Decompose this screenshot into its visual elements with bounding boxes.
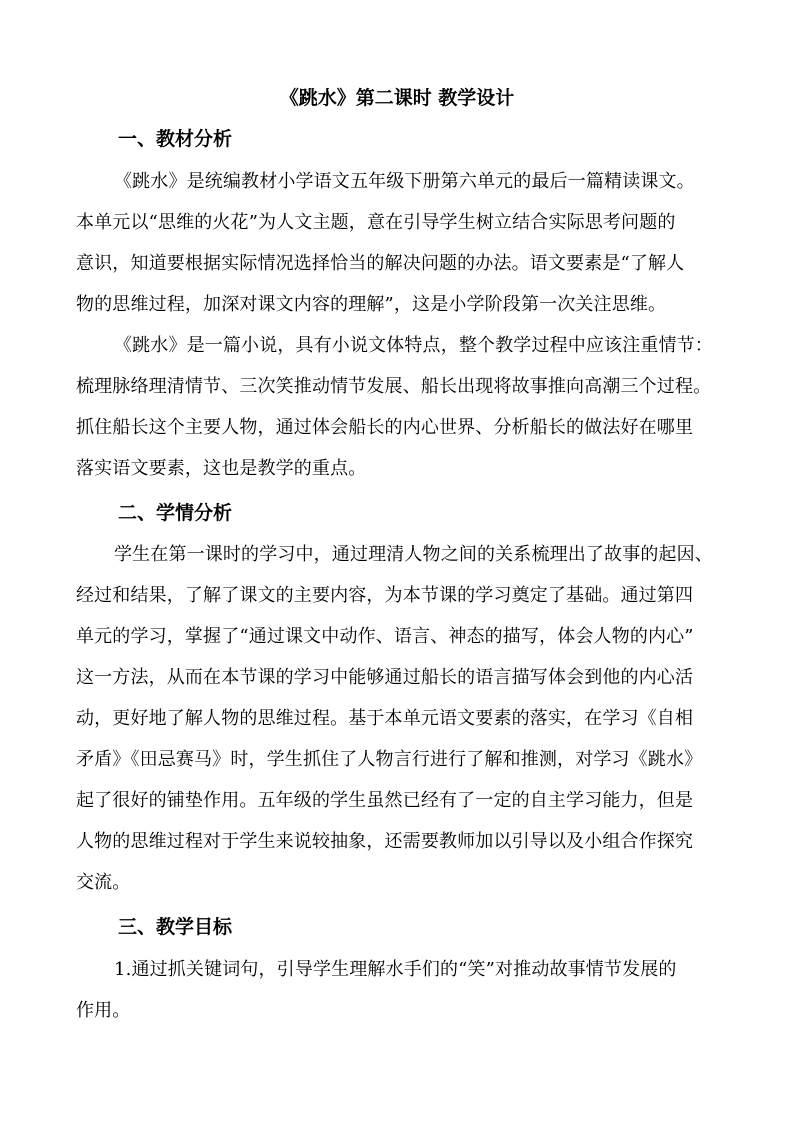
paragraph-line: 经过和结果，了解了课文的主要内容，为本节课的学习奠定了基础。通过第四 <box>76 585 694 606</box>
paragraph-line: 意识，知道要根据实际情况选择恰当的解决问题的办法。语文要素是“了解人 <box>76 253 685 274</box>
paragraph-line: 1.通过抓关键词句，引导学生理解水手们的“笑”对推动故事情节发展的 <box>114 959 677 980</box>
section-heading-student-analysis: 二、学情分析 <box>118 502 233 524</box>
paragraph-line: 《跳水》是统编教材小学语文五年级下册第六单元的最后一篇精读课文。 <box>114 171 695 192</box>
paragraph-line: 抓住船长这个主要人物，通过体会船长的内心世界、分析船长的做法好在哪里 <box>76 417 694 438</box>
paragraph-line: 这一方法，从而在本节课的学习中能够通过船长的语言描写体会到他的内心活 <box>76 667 694 688</box>
paragraph-line: 学生在第一课时的学习中，通过理清人物之间的关系梳理出了故事的起因、 <box>114 544 713 565</box>
paragraph-line: 动，更好地了解人物的思维过程。基于本单元语文要素的落实，在学习《自相 <box>76 708 694 729</box>
paragraph-line: 矛盾》《田忌赛马》时，学生抓住了人物言行进行了解和推测，对学习《跳水》 <box>76 749 703 770</box>
paragraph-line: 物的思维过程，加深对课文内容的理解”，这是小学阶段第一次关注思维。 <box>76 294 667 315</box>
document-title: 《跳水》第二课时 教学设计 <box>279 87 515 109</box>
paragraph-line: 本单元以“思维的火花”为人文主题，意在引导学生树立结合实际思考问题的 <box>76 212 676 233</box>
paragraph-line: 《跳水》是一篇小说，具有小说文体特点，整个教学过程中应该注重情节： <box>114 335 713 356</box>
section-heading-teaching-objectives: 三、教学目标 <box>118 916 233 938</box>
paragraph-line: 单元的学习，掌握了“通过课文中动作、语言、神态的描写，体会人物的内心” <box>76 626 694 647</box>
paragraph-line: 作用。 <box>76 1000 131 1021</box>
paragraph-line: 交流。 <box>76 872 131 893</box>
paragraph-line: 落实语文要素，这也是教学的重点。 <box>76 458 367 479</box>
section-heading-textbook-analysis: 一、教材分析 <box>118 128 233 150</box>
paragraph-line: 梳理脉络理清情节、三次笑推动情节发展、船长出现将故事推向高潮三个过程。 <box>76 376 712 397</box>
paragraph-line: 起了很好的铺垫作用。五年级的学生虽然已经有了一定的自主学习能力，但是 <box>76 790 694 811</box>
paragraph-line: 人物的思维过程对于学生来说较抽象，还需要教师加以引导以及小组合作探究 <box>76 831 694 852</box>
